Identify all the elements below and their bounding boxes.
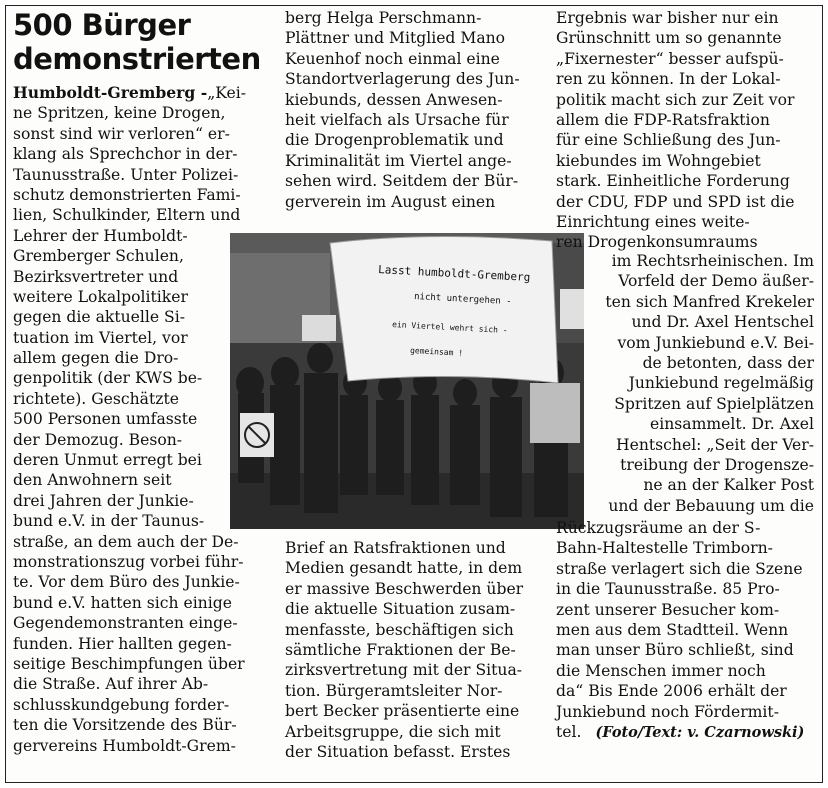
text-line: zent unserer Besucher kom- bbox=[556, 600, 780, 619]
text-line: Ergebnis war bisher nur ein bbox=[556, 9, 779, 27]
text-line: sonst sind wir verloren“ er- bbox=[13, 124, 230, 143]
text-line: de betonten, dass der bbox=[642, 353, 814, 372]
text-line: Kriminalität im Viertel ange- bbox=[285, 151, 512, 170]
text-line: der CDU, FDP und SPD ist die bbox=[556, 192, 795, 211]
text-line: drei Jahren der Junkie- bbox=[13, 491, 194, 510]
text-line: in die Taunusstraße. 85 Pro- bbox=[556, 580, 780, 599]
column-3-mid bbox=[556, 251, 814, 516]
text-line: Vorfeld der Demo äußer- bbox=[618, 272, 814, 291]
text-line: berg Helga Perschmann- bbox=[285, 9, 482, 27]
photo-illustration bbox=[230, 233, 584, 529]
text-line: für eine Schließung des Jun- bbox=[556, 131, 781, 150]
text-line: Spritzen auf Spielplätzen bbox=[614, 394, 814, 413]
text-line: heit vielfach als Ursache für bbox=[285, 110, 509, 129]
column-3-mid-body bbox=[556, 251, 814, 516]
text-line: genpolitik (der KWS be- bbox=[13, 369, 203, 388]
text-line: sehen wird. Seitdem der Bür- bbox=[285, 172, 519, 191]
text-line: tuation im Viertel, vor bbox=[13, 328, 188, 347]
text-line: monstrationszug vorbei führ- bbox=[13, 552, 244, 571]
photo-text-credit: (Foto/Text: v. Czarnowski) bbox=[595, 723, 805, 741]
text-line: ne Spritzen, keine Drogen, bbox=[13, 104, 226, 123]
text-line: menfasste, beschäftigen sich bbox=[285, 620, 514, 639]
text-line: gegen die aktuelle Si- bbox=[13, 308, 185, 327]
text-line: die Drogenproblematik und bbox=[285, 131, 504, 150]
text-line: einsammelt. Dr. Axel bbox=[650, 415, 814, 434]
text-line: gerverein im August einen bbox=[285, 192, 496, 211]
text-line: „Fixernester“ besser aufspü- bbox=[556, 49, 784, 68]
text-line: ne an der Kalker Post bbox=[643, 476, 814, 495]
closing-line bbox=[556, 722, 804, 742]
text-line: die Menschen immer noch bbox=[556, 661, 766, 680]
text-line: gervereins Humboldt-Grem- bbox=[13, 736, 236, 755]
text-line: seitige Beschimpfungen über bbox=[13, 654, 245, 673]
text-line: Einrichtung eines weite- bbox=[556, 212, 750, 231]
headline bbox=[13, 8, 278, 76]
text-line: Medien gesandt hatte, in dem bbox=[285, 559, 523, 578]
lead-line bbox=[13, 83, 246, 103]
banner-line-1: Lasst humboldt-Gremberg bbox=[377, 263, 531, 284]
text-line: klang als Sprechchor in der- bbox=[13, 145, 238, 164]
headline-line-2: demonstrierten bbox=[13, 42, 261, 76]
text-line: men aus dem Stadtteil. Wenn bbox=[556, 620, 789, 639]
text-line: zirksvertretung mit der Situa- bbox=[285, 661, 523, 680]
text-line: Bahn-Haltestelle Trimborn- bbox=[556, 539, 773, 558]
lead-text: „Kei- bbox=[207, 84, 246, 102]
text-line: Gremberger Schulen, bbox=[13, 247, 184, 266]
headline-line-1: 500 Bürger bbox=[13, 8, 191, 42]
text-line: straße, an dem auch der De- bbox=[13, 532, 239, 551]
text-line: Junkiebund regelmäßig bbox=[628, 374, 814, 393]
text-line: kiebundes im Wohngebiet bbox=[556, 151, 761, 170]
text-line: ten die Vorsitzende des Bür- bbox=[13, 716, 237, 735]
demonstration-photo bbox=[230, 233, 584, 529]
column-2-bottom bbox=[285, 538, 523, 762]
dateline: Humboldt-Gremberg - bbox=[13, 83, 208, 102]
text-line: weitere Lokalpolitiker bbox=[13, 287, 188, 306]
column-2-bottom-body bbox=[285, 538, 523, 762]
column-3-bottom-body bbox=[556, 518, 804, 722]
text-line: richtete). Geschätzte bbox=[13, 389, 179, 408]
banner-line-2: nicht untergehen - bbox=[413, 292, 512, 308]
text-line: der Situation befasst. Erstes bbox=[285, 742, 511, 761]
text-line: politik macht sich zur Zeit vor bbox=[556, 90, 795, 109]
column-2-top-body bbox=[285, 8, 520, 212]
text-line: ten sich Manfred Krekeler bbox=[605, 292, 814, 311]
text-line: er massive Beschwerden über bbox=[285, 579, 524, 598]
text-line: schlusskundgebung forder- bbox=[13, 695, 230, 714]
text-line: stark. Einheitliche Forderung bbox=[556, 172, 790, 191]
text-line: Brief an Ratsfraktionen und bbox=[285, 539, 506, 557]
text-line: deren Unmut erregt bei bbox=[13, 451, 202, 470]
text-line: ren zu können. In der Lokal- bbox=[556, 70, 781, 89]
text-line: sämtliche Fraktionen der Be- bbox=[285, 640, 516, 659]
column-3-top-body bbox=[556, 8, 795, 253]
text-line: die aktuelle Situation zusam- bbox=[285, 600, 516, 619]
text-line: bund e.V. hatten sich einige bbox=[13, 593, 232, 612]
column-1 bbox=[13, 83, 246, 756]
text-line: und der Bebauung um die bbox=[608, 496, 814, 515]
closing-text: tel. bbox=[556, 722, 582, 741]
text-line: bund e.V. in der Taunus- bbox=[13, 512, 205, 531]
text-line: treibung der Drogensze- bbox=[620, 455, 814, 474]
text-line: Grünschnitt um so genannte bbox=[556, 29, 782, 48]
text-line: lien, Schulkinder, Eltern und bbox=[13, 206, 241, 225]
text-line: tion. Bürgeramtsleiter Nor- bbox=[285, 681, 503, 700]
text-line: vom Junkiebund e.V. Bei- bbox=[617, 333, 814, 352]
text-line: bert Becker präsentierte eine bbox=[285, 702, 520, 721]
text-line: kiebunds, dessen Anwesen- bbox=[285, 90, 503, 109]
text-line: 500 Personen umfasste bbox=[13, 410, 198, 429]
column-2-top bbox=[285, 8, 520, 212]
text-line: Hentschel: „Seit der Ver- bbox=[616, 435, 814, 454]
text-line: man unser Büro schließt, sind bbox=[556, 641, 794, 660]
text-line: da“ Bis Ende 2006 erhält der bbox=[556, 682, 787, 701]
text-line: ren Drogenkonsumraums bbox=[556, 233, 758, 252]
text-line: Bezirksvertreter und bbox=[13, 267, 179, 286]
text-line: Keuenhof noch einmal eine bbox=[285, 49, 500, 68]
text-line: den Anwohnern seit bbox=[13, 471, 172, 490]
column-1-body bbox=[13, 103, 246, 756]
text-line: im Rechtsrheinischen. Im bbox=[611, 252, 814, 270]
text-line: und Dr. Axel Hentschel bbox=[631, 313, 814, 332]
text-line: funden. Hier hallten gegen- bbox=[13, 634, 232, 653]
text-line: allem die FDP-Ratsfraktion bbox=[556, 110, 770, 129]
column-3-bottom bbox=[556, 518, 804, 742]
text-line: Gegendemonstranten einge- bbox=[13, 614, 238, 633]
text-line: Lehrer der Humboldt- bbox=[13, 226, 188, 245]
text-line: Junkiebund noch Fördermit- bbox=[556, 702, 779, 721]
text-line: schutz demonstrierten Fami- bbox=[13, 185, 241, 204]
text-line: der Demozug. Beson- bbox=[13, 430, 183, 449]
text-line: Plättner und Mitglied Mano bbox=[285, 29, 506, 48]
banner-line-4: gemeinsam ! bbox=[409, 346, 464, 358]
column-3-top bbox=[556, 8, 795, 253]
text-line: Arbeitsgruppe, die sich mit bbox=[285, 722, 501, 741]
banner-line-3: ein Viertel wehrt sich - bbox=[391, 320, 508, 336]
text-line: die Straße. Auf ihrer Ab- bbox=[13, 675, 209, 694]
text-line: Rückzugsräume an der S- bbox=[556, 519, 761, 537]
text-line: te. Vor dem Büro des Junkie- bbox=[13, 573, 240, 592]
text-line: Standortverlagerung des Jun- bbox=[285, 70, 520, 89]
text-line: straße verlagert sich die Szene bbox=[556, 559, 803, 578]
text-line: Taunusstraße. Unter Polizei- bbox=[13, 165, 239, 184]
text-line: allem gegen die Dro- bbox=[13, 349, 179, 368]
